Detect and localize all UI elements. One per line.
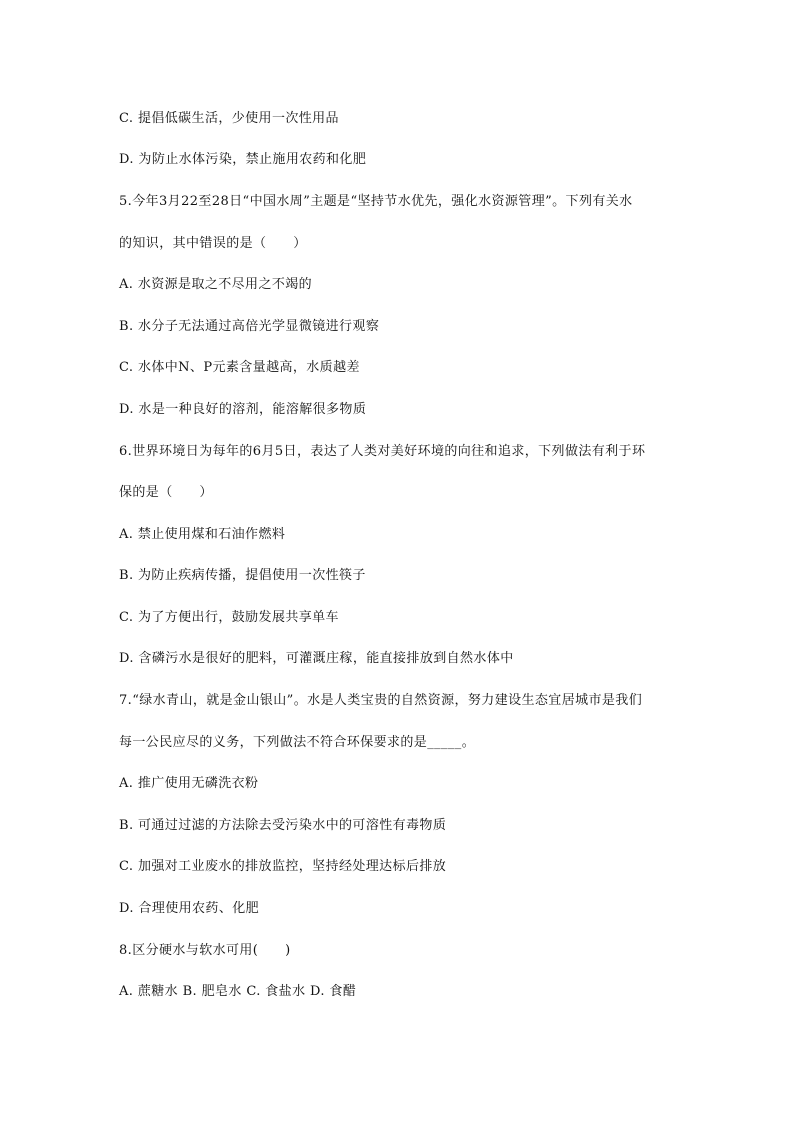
option-d-q4: D. 为防止水体污染，禁止施用农药和化肥 bbox=[119, 152, 367, 167]
option-c-q5: C. 水体中N、P元素含量越高，水质越差 bbox=[119, 360, 360, 375]
option-b-q7: B. 可通过过滤的方法除去受污染水中的可溶性有毒物质 bbox=[119, 818, 447, 833]
option-c-q6: C. 为了方便出行，鼓励发展共享单车 bbox=[119, 610, 339, 625]
question-8-stem: 8.区分硬水与软水可用( ) bbox=[119, 943, 291, 958]
option-a-q5: A. 水资源是取之不尽用之不竭的 bbox=[119, 277, 313, 292]
question-6-stem-cont: 保的是（ ） bbox=[119, 485, 213, 500]
option-c-q7: C. 加强对工业废水的排放监控，坚持经处理达标后排放 bbox=[119, 859, 447, 874]
question-7-stem: 7.“绿水青山，就是金山银山”。水是人类宝贵的自然资源，努力建设生态宜居城市是我们 bbox=[119, 693, 643, 708]
option-b-q5: B. 水分子无法通过高倍光学显微镜进行观察 bbox=[119, 319, 380, 334]
option-d-q5: D. 水是一种良好的溶剂，能溶解很多物质 bbox=[119, 402, 367, 417]
option-c-q4: C. 提倡低碳生活，少使用一次性用品 bbox=[119, 111, 339, 126]
option-a-q6: A. 禁止使用煤和石油作燃料 bbox=[119, 527, 286, 542]
question-5-stem: 5.今年3月22至28日“中国水周”主题是“坚持节水优先，强化水资源管理”。下列有关水 bbox=[119, 194, 633, 209]
option-a-q7: A. 推广使用无磷洗衣粉 bbox=[119, 776, 259, 791]
question-7-stem-cont: 每一公民应尽的义务，下列做法不符合环保要求的是_____。 bbox=[119, 735, 476, 750]
option-b-q6: B. 为防止疾病传播，提倡使用一次性筷子 bbox=[119, 568, 366, 583]
question-5-stem-cont: 的知识，其中错误的是（ ） bbox=[119, 236, 307, 251]
option-d-q7: D. 合理使用农药、化肥 bbox=[119, 901, 260, 916]
option-d-q6: D. 含磷污水是很好的肥料，可灌溉庄稼，能直接排放到自然水体中 bbox=[119, 651, 514, 666]
options-q8: A. 蔗糖水 B. 肥皂水 C. 食盐水 D. 食醋 bbox=[119, 984, 357, 999]
question-6-stem: 6.世界环境日为每年的6月5日，表达了人类对美好环境的向往和追求，下列做法有利于环 bbox=[119, 444, 646, 459]
